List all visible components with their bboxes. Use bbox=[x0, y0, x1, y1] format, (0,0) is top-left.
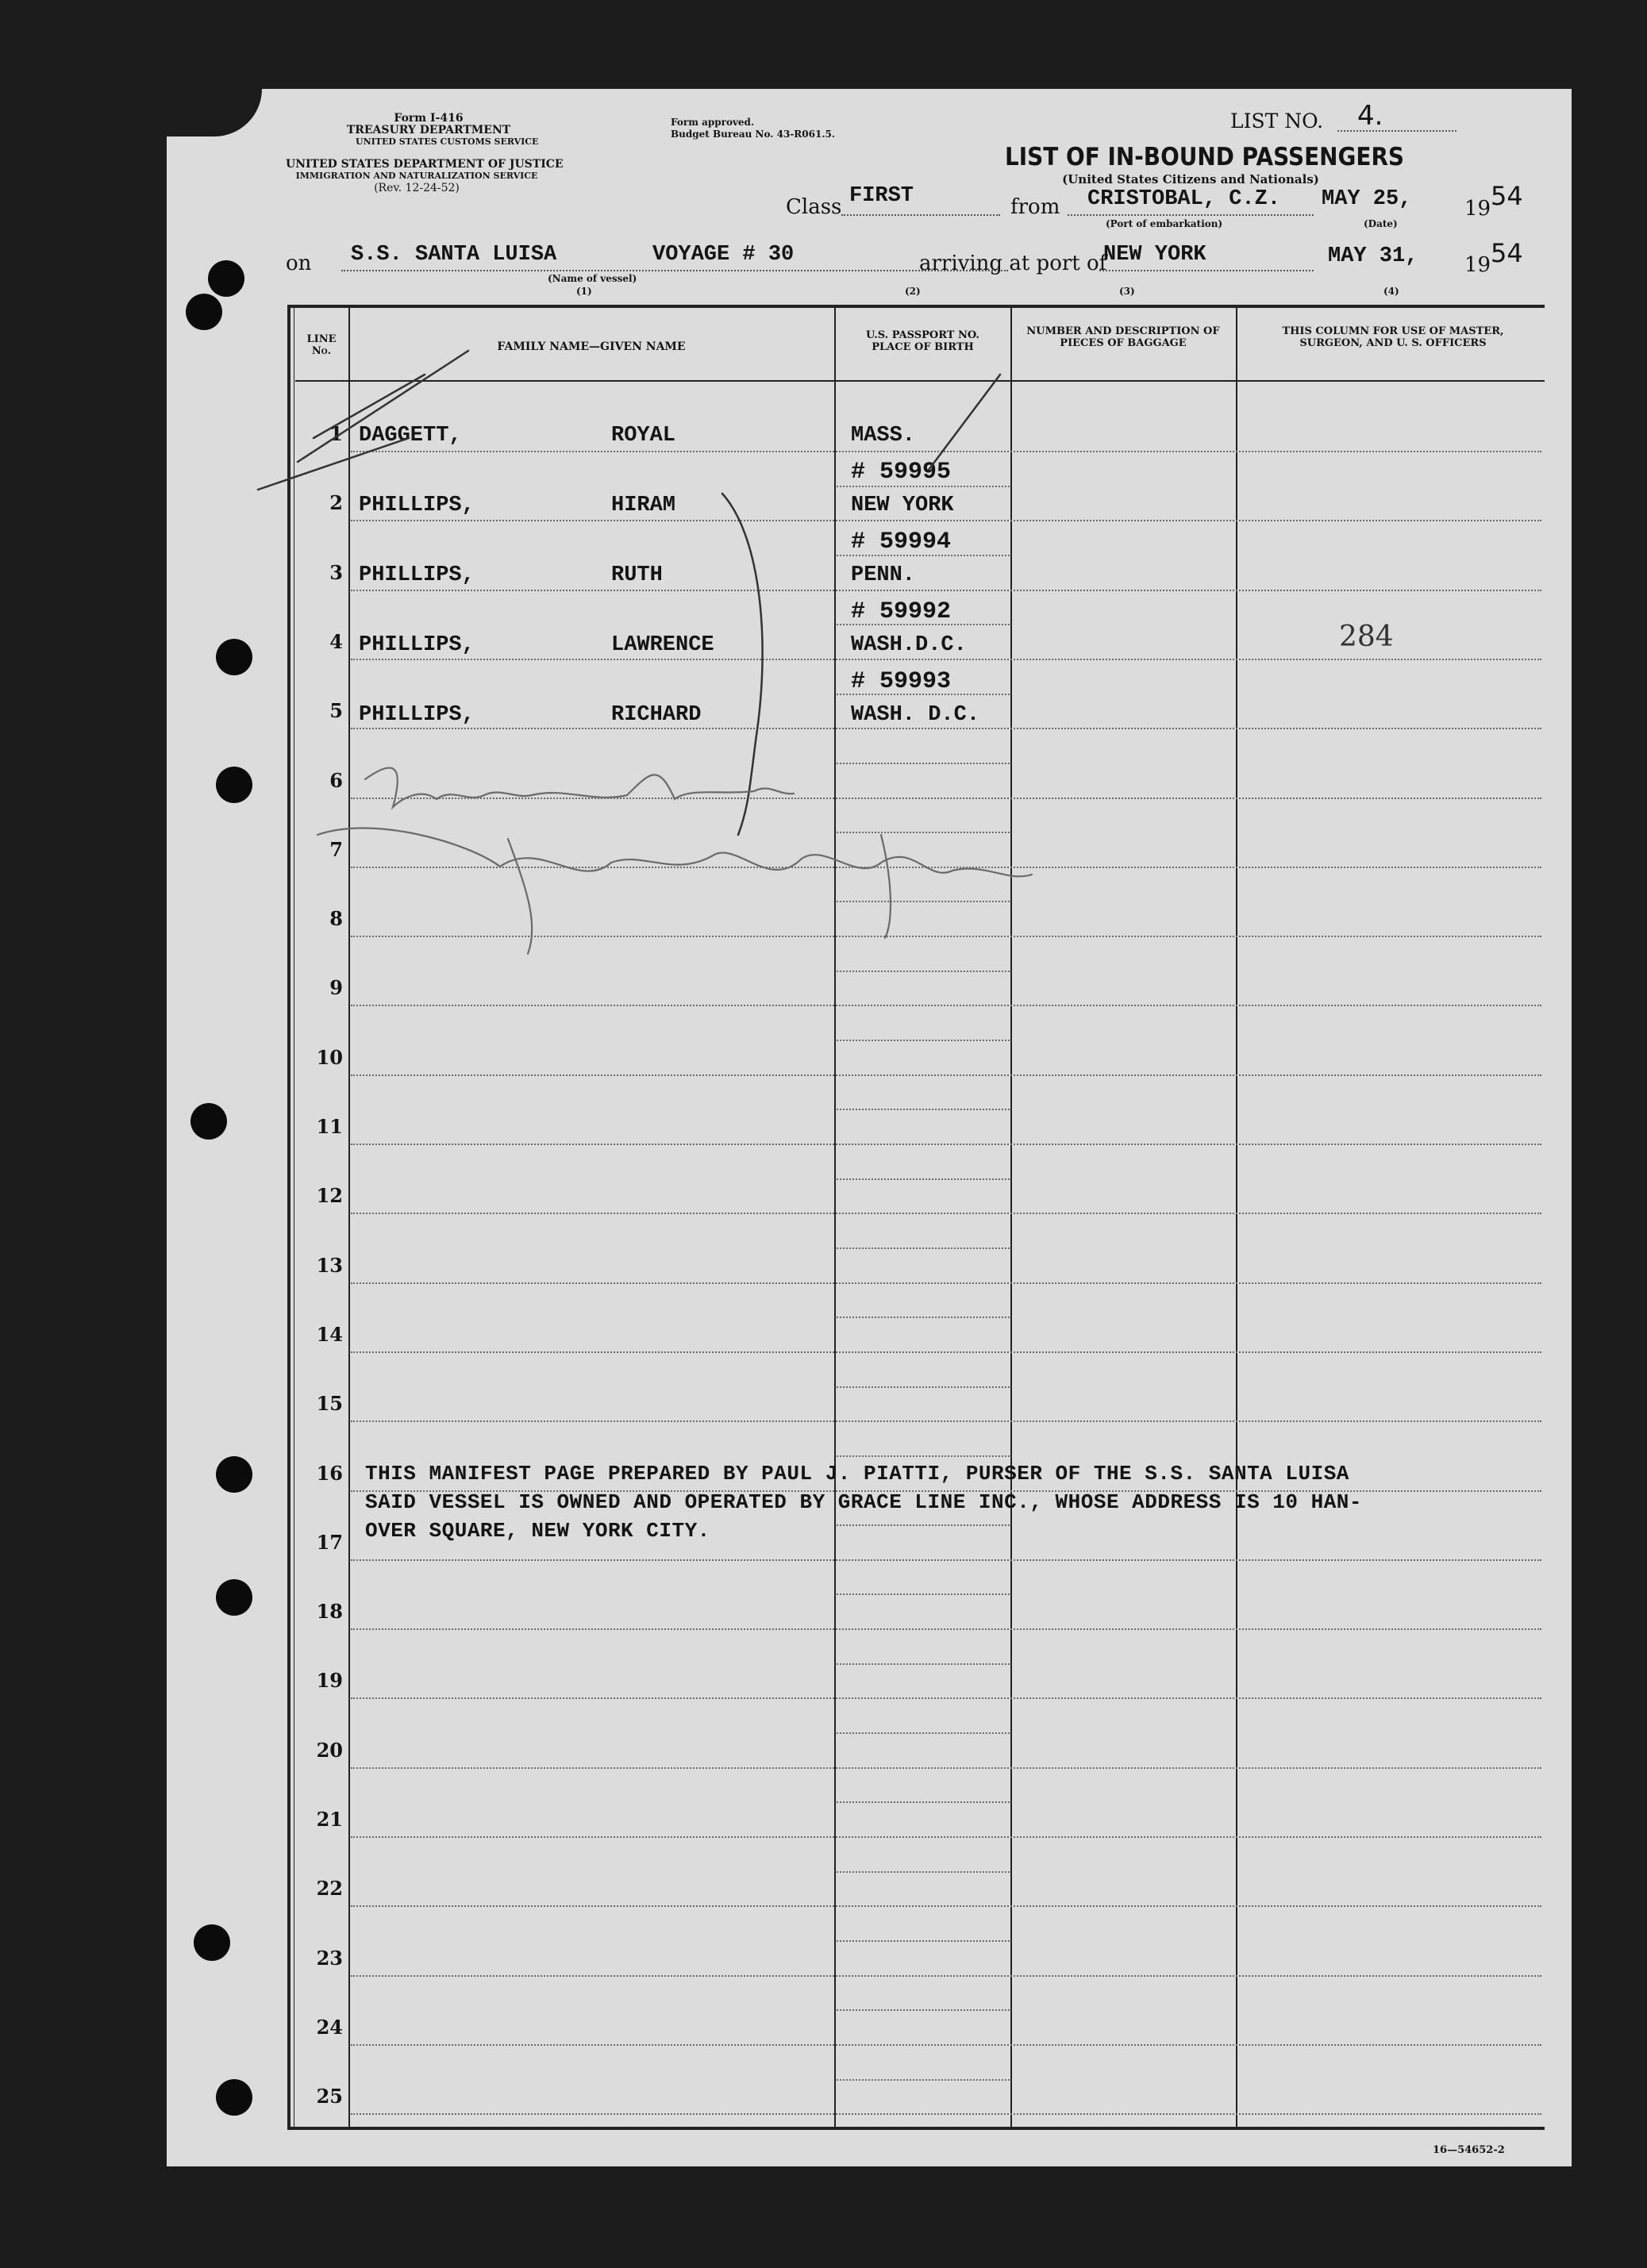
date-caption: (Date) bbox=[1364, 218, 1398, 229]
birth-place: PENN. bbox=[851, 563, 916, 587]
binder-hole bbox=[216, 1456, 252, 1493]
manifest-note-line-1: THIS MANIFEST PAGE PREPARED BY PAUL J. PIATTI, PURSER OF THE S.S. SANTA LUISA bbox=[365, 1462, 1349, 1486]
line-number: 1 bbox=[329, 422, 343, 445]
embark-year: 54 bbox=[1491, 181, 1523, 211]
line-number: 25 bbox=[316, 2085, 343, 2108]
port-embarkation: CRISTOBAL, C.Z. bbox=[1087, 187, 1281, 211]
given-name: RICHARD bbox=[611, 703, 702, 727]
given-name: LAWRENCE bbox=[611, 633, 714, 657]
line-number: 21 bbox=[316, 1808, 343, 1831]
line-number: 14 bbox=[316, 1322, 343, 1346]
line-number: 15 bbox=[316, 1392, 343, 1416]
binder-hole bbox=[208, 260, 244, 297]
arrival-year-prefix: 19 bbox=[1464, 253, 1491, 277]
binder-hole bbox=[194, 1924, 230, 1961]
form-title: LIST OF IN-BOUND PASSENGERS bbox=[1005, 143, 1405, 171]
arriving-label: arriving at port of bbox=[919, 252, 1107, 275]
binder-hole bbox=[186, 294, 222, 330]
col-header-baggage: NUMBER AND DESCRIPTION OF PIECES OF BAGGAGE bbox=[1026, 325, 1220, 349]
footer-code: 16—54652-2 bbox=[1433, 2144, 1505, 2156]
dept-customs: UNITED STATES CUSTOMS SERVICE bbox=[356, 136, 539, 147]
line-number: 24 bbox=[316, 2015, 343, 2039]
passport-number: # 59994 bbox=[851, 529, 952, 555]
voyage-number: VOYAGE # 30 bbox=[652, 243, 795, 267]
arrival-date: MAY 31, bbox=[1328, 244, 1418, 268]
list-no-label: LIST NO. bbox=[1230, 110, 1324, 133]
form-number: Form I-416 bbox=[394, 112, 464, 125]
dept-ins: IMMIGRATION AND NATURALIZATION SERVICE bbox=[295, 171, 538, 181]
col-header-officers: THIS COLUMN FOR USE OF MASTER, SURGEON, AND U. S. OFFICERS bbox=[1282, 325, 1504, 349]
vessel-name: S.S. SANTA LUISA bbox=[351, 243, 557, 267]
col-header-line-no: LINE No. bbox=[306, 333, 337, 357]
dept-justice: UNITED STATES DEPARTMENT OF JUSTICE bbox=[286, 158, 564, 171]
on-label: on bbox=[286, 252, 312, 275]
budget-bureau: Budget Bureau No. 43-R061.5. bbox=[671, 129, 836, 140]
line-number: 6 bbox=[329, 768, 343, 792]
family-name: DAGGETT, bbox=[359, 424, 462, 448]
col-4-label: (4) bbox=[1383, 286, 1399, 297]
handwriting-marks bbox=[167, 89, 1572, 2166]
embark-year-prefix: 19 bbox=[1464, 197, 1491, 221]
given-name: RUTH bbox=[611, 563, 663, 587]
birth-place: WASH.D.C. bbox=[851, 633, 967, 657]
form-approved: Form approved. bbox=[671, 117, 755, 128]
line-number: 20 bbox=[316, 1738, 343, 1762]
passport-number: # 59993 bbox=[851, 668, 952, 695]
passport-number: # 59995 bbox=[851, 459, 952, 486]
family-name: PHILLIPS, bbox=[359, 703, 475, 727]
line-number: 7 bbox=[329, 837, 343, 861]
line-number: 22 bbox=[316, 1877, 343, 1901]
form-revision: (Rev. 12-24-52) bbox=[374, 182, 460, 194]
col-2-label: (2) bbox=[905, 286, 921, 297]
given-name: ROYAL bbox=[611, 424, 676, 448]
dept-treasury: TREASURY DEPARTMENT bbox=[346, 124, 511, 136]
line-number: 12 bbox=[316, 1184, 343, 1208]
line-number: 8 bbox=[329, 907, 343, 931]
line-number: 17 bbox=[316, 1530, 343, 1554]
form-subtitle: (United States Citizens and Nationals) bbox=[1062, 172, 1319, 186]
binder-hole bbox=[216, 2079, 252, 2116]
line-number: 5 bbox=[329, 699, 343, 723]
class-value: FIRST bbox=[849, 184, 914, 208]
from-label: from bbox=[1010, 195, 1060, 219]
line-number: 4 bbox=[329, 629, 343, 653]
line-number: 16 bbox=[316, 1461, 343, 1485]
birth-place: WASH. D.C. bbox=[851, 703, 980, 727]
given-name: HIRAM bbox=[611, 494, 676, 517]
arrival-port: NEW YORK bbox=[1103, 243, 1206, 267]
birth-place: NEW YORK bbox=[851, 494, 954, 517]
manifest-page bbox=[167, 89, 1572, 2166]
arrival-year: 54 bbox=[1491, 238, 1523, 268]
binder-hole bbox=[216, 639, 252, 675]
line-number: 18 bbox=[316, 1600, 343, 1624]
list-no-value: 4. bbox=[1357, 100, 1383, 132]
binder-hole bbox=[190, 1103, 227, 1140]
officer-note: 284 bbox=[1339, 621, 1394, 653]
line-number: 10 bbox=[316, 1045, 343, 1069]
line-number: 23 bbox=[316, 1946, 343, 1970]
family-name: PHILLIPS, bbox=[359, 633, 475, 657]
col-header-name: FAMILY NAME—GIVEN NAME bbox=[497, 340, 686, 353]
line-number: 11 bbox=[316, 1115, 343, 1138]
embark-date: MAY 25, bbox=[1322, 187, 1412, 211]
birth-place: MASS. bbox=[851, 424, 916, 448]
manifest-note-line-3: OVER SQUARE, NEW YORK CITY. bbox=[365, 1519, 710, 1543]
manifest-note-line-2: SAID VESSEL IS OWNED AND OPERATED BY GRACE LINE INC., WHOSE ADDRESS IS 10 HAN- bbox=[365, 1490, 1362, 1514]
family-name: PHILLIPS, bbox=[359, 494, 475, 517]
class-label: Class bbox=[786, 195, 842, 219]
passport-number: # 59992 bbox=[851, 598, 952, 625]
family-name: PHILLIPS, bbox=[359, 563, 475, 587]
binder-hole bbox=[216, 1579, 252, 1616]
col-3-label: (3) bbox=[1119, 286, 1135, 297]
line-number: 3 bbox=[329, 560, 343, 584]
col-1-label: (1) bbox=[576, 286, 592, 297]
port-embark-caption: (Port of embarkation) bbox=[1106, 218, 1223, 229]
vessel-caption: (Name of vessel) bbox=[548, 273, 637, 284]
line-number: 9 bbox=[329, 976, 343, 1000]
line-number: 13 bbox=[316, 1253, 343, 1277]
col-header-passport: U.S. PASSPORT NO. PLACE OF BIRTH bbox=[866, 329, 979, 353]
line-number: 2 bbox=[329, 491, 343, 515]
line-number: 19 bbox=[316, 1669, 343, 1693]
binder-hole bbox=[216, 767, 252, 803]
